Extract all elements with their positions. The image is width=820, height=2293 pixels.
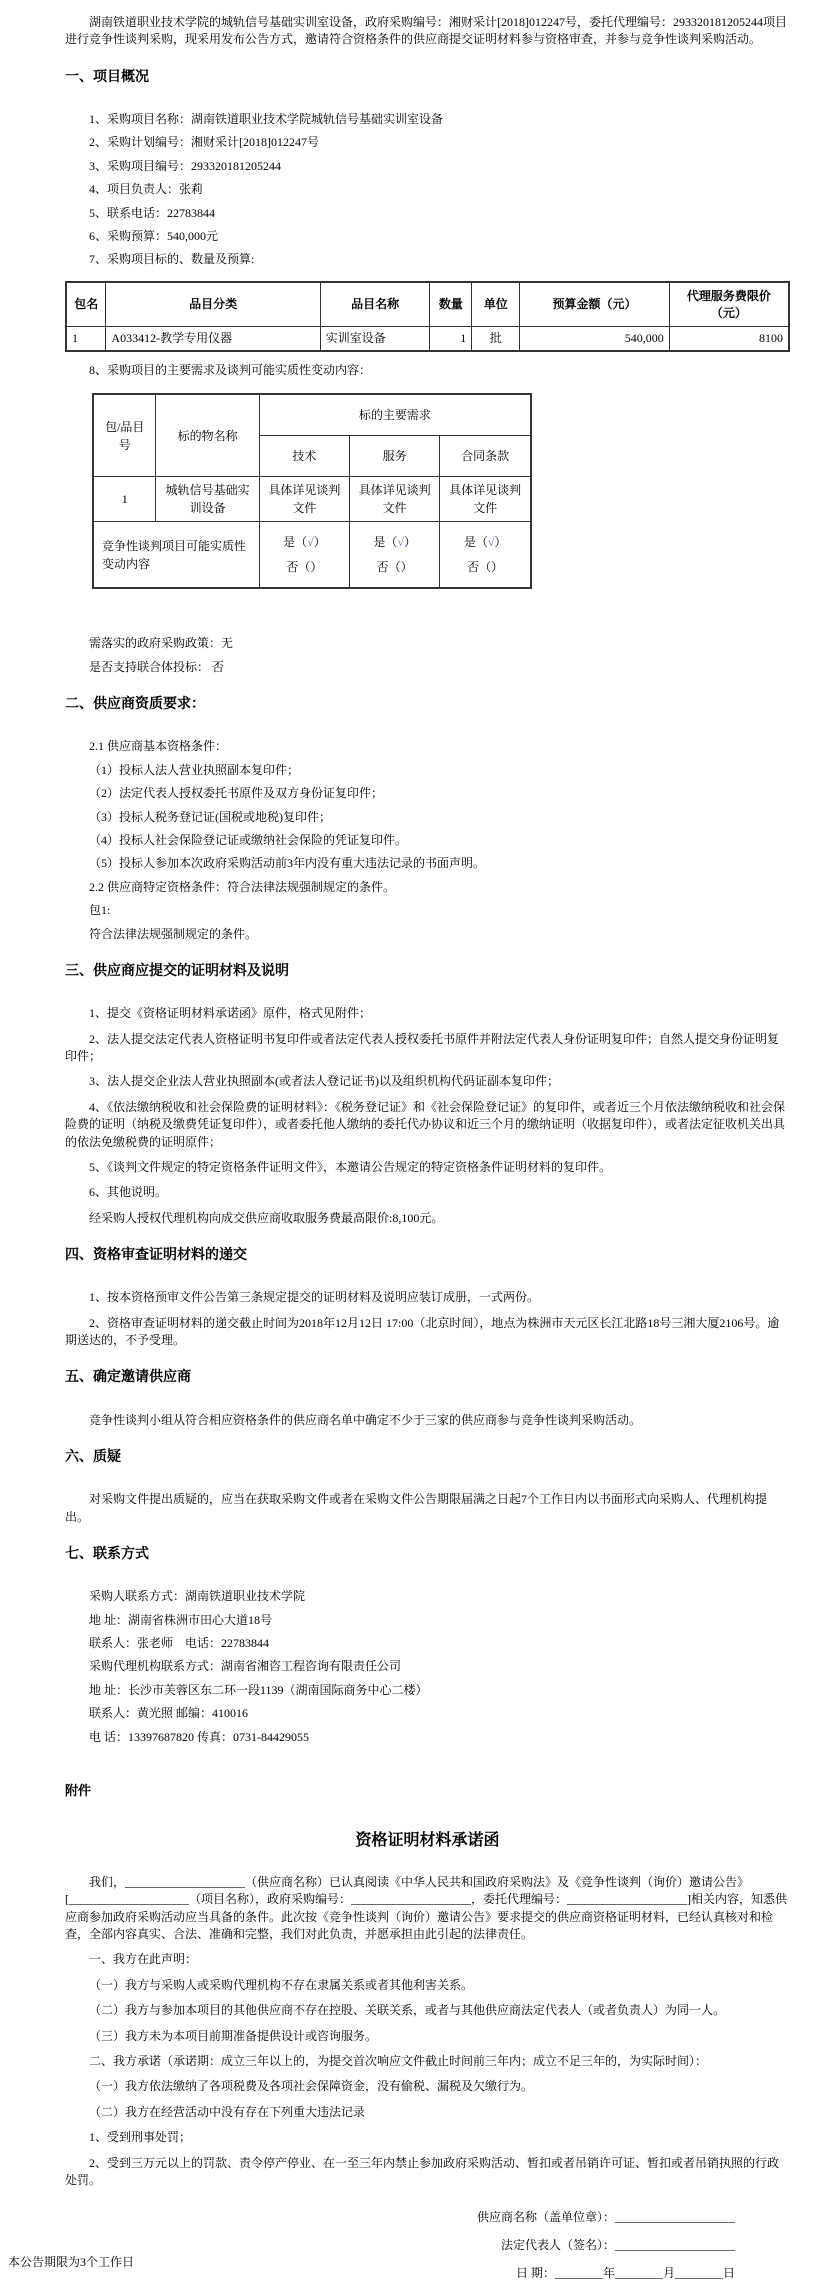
section-2-heading: 二、供应商资质要求： (65, 697, 205, 713)
budget-col-unit: 单位 (472, 282, 520, 327)
yes-option (266, 533, 343, 551)
budget-col-category: 品目分类 (106, 282, 320, 327)
cell-item-name: 实训室设备 (320, 327, 430, 351)
promise-item: （二）我方在经营活动中没有存在下列重大违法记录 (89, 2104, 366, 2119)
no-option: 否（） (286, 560, 323, 575)
demand-cell-service: 具体详见谈判文件 (350, 477, 440, 522)
change-label-cell: 竞争性谈判项目可能实质性变动内容 (93, 522, 259, 589)
demand-col-main: 标的主要需求 (259, 394, 531, 436)
s7-item: 地 址：长沙市芙蓉区东二环一段1139（湖南国际商务中心二楼） (89, 1682, 428, 1697)
s7-item: 联系人：张老师 电话：22783844 (89, 1635, 270, 1650)
project-number: 3、采购项目编号：293320181205244 (89, 158, 282, 173)
demand-change-row (93, 522, 531, 589)
s7-item: 采购人联系方式：湖南铁道职业技术学院 (89, 1589, 306, 1604)
section-4-heading: 四、资格审查证明材料的递交 (65, 1248, 247, 1264)
commitment-intro: 我们，____________________（供应商名称）已认真阅读《中华人民共和国政府采购法》及《竞争性谈判（询价）邀请公告》[____________________（项目名称），政府采购编号：____________________，委托代理编号：____________________]相关内容，知悉供应商参加政府采购活动应当具备的条件。此次按《竞争性谈判（询价）邀请公告》要求提交的供应商资格证明材料，已经认真核对和检查，全部内容真实、合法、准确和完整，我们对此负责，并愿承担由此引起的法律责任。 (65, 1874, 787, 1942)
promise-heading: 二、我方承诺（承诺期：成立三年以上的，为提交首次响应文件截止时间前三年内；成立不足三年的，为实际时间）： (89, 2054, 708, 2069)
check-mark: √ (487, 535, 495, 550)
s5-item: 竞争性谈判小组从符合相应资格条件的供应商名单中确定不少于三家的供应商参与竞争性谈判采购活动。 (89, 1412, 642, 1427)
yes-label-close: ） (313, 535, 326, 550)
yes-label-close: ） (494, 535, 507, 550)
demand-data-row (93, 477, 531, 522)
item-8-label: 8、采购项目的主要需求及谈判可能实质性变动内容： (89, 363, 372, 378)
s2-item: （3）投标人税务登记证(国税或地税)复印件； (89, 809, 331, 824)
yes-option (446, 533, 524, 551)
change-service-cell (350, 522, 440, 589)
change-contract-cell (440, 522, 531, 589)
cell-category: A033412-教学专用仪器 (106, 327, 320, 351)
budget-col-package: 包名 (66, 282, 106, 327)
s4-item: 2、资格审查证明材料的递交截止时间为2018年12月12日 17:00（北京时间），地点为株洲市天元区长江北路18号三湘大厦2106号。逾期送达的，不予受理。 (65, 1315, 780, 1348)
demand-col-package: 包/品目号 (93, 394, 156, 477)
intro-paragraph: 湖南铁道职业技术学院的城轨信号基础实训室设备，政府采购编号：湘财采计[2018]012247号，委托代理编号：293320181205244项目进行竞争性谈判采购，现采用发布公告方式，邀请符合资格条件的供应商提交证明材料参与资格审查，并参与竞争性谈判采购活动。 (65, 15, 787, 47)
spacer (65, 603, 790, 629)
yes-label: 是（ (463, 535, 488, 550)
project-leader: 4、项目负责人：张莉 (89, 182, 204, 197)
section-6-heading: 六、质疑 (65, 1450, 121, 1465)
declare-heading: 一、我方在此声明： (89, 1952, 198, 1967)
plan-number: 2、采购计划编号：湘财采计[2018]012247号 (89, 135, 319, 150)
budget: 6、采购预算：540,000元 (89, 228, 219, 243)
budget-table (65, 281, 790, 352)
promise-item: 1、受到刑事处罚； (89, 2130, 192, 2145)
demand-col-service: 服务 (350, 436, 440, 477)
item-7-label: 7、采购项目标的、数量及预算: (89, 252, 255, 267)
s3-item: 3、法人提交企业法人营业执照副本(或者法人登记证书)以及组织机构代码证副本复印件； (89, 1074, 559, 1089)
budget-col-agency-fee: 代理服务费限价（元） (669, 282, 789, 327)
cell-agency-fee: 8100 (669, 327, 789, 351)
s2-item: 符合法律法规强制规定的条件。 (89, 926, 258, 941)
yes-label: 是（ (373, 535, 398, 550)
s2-item: （5）投标人参加本次政府采购活动前3年内没有重大违法记录的书面声明。 (89, 856, 486, 871)
s3-item: 4、《依法缴纳税收和社会保险费的证明材料》：《税务登记证》和《社会保险登记证》的复印件，或者近三个月依法缴纳税收和社会保险费的证明（纳税及缴费凭证复印件），或者委托他人缴纳的委托代办协议和近三个月的缴纳证明（收据复印件），或者法定征收机关出具的依法免缴税费的证明原件； (65, 1099, 786, 1149)
demand-table (92, 393, 532, 589)
demand-cell-contract: 具体详见谈判文件 (440, 477, 531, 522)
promise-item: 2、受到三万元以上的罚款、责令停产停业、在一至三年内禁止参加政府采购活动、暂扣或者吊销许可证、暂扣或者吊销执照的行政处罚。 (65, 2155, 780, 2187)
s2-item: 2.2 供应商特定资格条件：符合法律法规强制规定的条件。 (89, 879, 396, 894)
check-mark: √ (307, 535, 314, 550)
budget-table-header-row (66, 282, 789, 327)
s2-item: （1）投标人法人营业执照副本复印件； (89, 762, 300, 777)
cell-unit: 批 (472, 327, 520, 351)
change-tech-cell (259, 522, 349, 589)
policy-line: 需落实的政府采购政策：无 (89, 636, 234, 651)
table-row (66, 327, 789, 351)
date-line: 日 期：________年________月________日 (515, 2265, 735, 2280)
s4-item: 1、按本资格预审文件公告第三条规定提交的证明材料及说明应装订成册，一式两份。 (89, 1290, 540, 1305)
s2-item: 包1: (89, 903, 111, 918)
cell-package: 1 (66, 327, 106, 351)
cell-qty: 1 (430, 327, 472, 351)
s3-item: 2、法人提交法定代表人资格证明书复印件或者法定代表人授权委托书原件并附法定代表人身份证明复印件；自然人提交身份证明复印件； (65, 1031, 780, 1063)
declare-item: （一）我方与采购人或采购代理机构不存在隶属关系或者其他利害关系。 (89, 1977, 474, 1992)
check-mark: √ (397, 535, 404, 550)
demand-col-contract: 合同条款 (440, 436, 531, 477)
s2-item: （4）投标人社会保险登记证或缴纳社会保险的凭证复印件。 (89, 833, 408, 848)
section-7-heading: 七、联系方式 (65, 1546, 149, 1562)
section-1-heading: 一、项目概况 (65, 69, 149, 85)
section-5-heading: 五、确定邀请供应商 (65, 1370, 191, 1386)
project-name: 1、采购项目名称：湖南铁道职业技术学院城轨信号基础实训室设备 (89, 111, 444, 126)
budget-col-item-name: 品目名称 (320, 282, 430, 327)
legal-rep-line: 法定代表人（签名）：____________________ (500, 2238, 735, 2253)
budget-col-qty: 数量 (430, 282, 472, 327)
s7-item: 联系人：黄光照 邮编：410016 (89, 1706, 249, 1721)
demand-cell-tech: 具体详见谈判文件 (259, 477, 349, 522)
consortium-line: 是否支持联合体投标： 否 (89, 659, 225, 674)
promise-item: （一）我方依法缴纳了各项税费及各项社会保障资金，没有偷税、漏税及欠缴行为。 (89, 2079, 534, 2094)
declare-item: （二）我方与参加本项目的其他供应商不存在控股、关联关系，或者与其他供应商法定代表人（或者负责人）为同一人。 (89, 2003, 726, 2018)
declare-item: （三）我方未为本项目前期准备提供设计或咨询服务。 (89, 2028, 378, 2043)
demand-header-row-1 (93, 394, 531, 436)
yes-option (356, 533, 433, 551)
yes-label-close: ） (403, 535, 416, 550)
budget-col-amount: 预算金额（元） (520, 282, 670, 327)
s6-item: 对采购文件提出质疑的，应当在获取采购文件或者在采购文件公告期限届满之日起7个工作日内以书面形式向采购人、代理机构提出。 (65, 1492, 768, 1524)
yes-label: 是（ (283, 535, 308, 550)
s3-item: 6、其他说明。 (89, 1185, 168, 1200)
attachment-title: 资格证明材料承诺函 (355, 1831, 500, 1849)
demand-col-tech: 技术 (259, 436, 349, 477)
s3-item: 5、《谈判文件规定的特定资格条件证明文件》，本邀请公告规定的特定资格条件证明材料的复印件。 (89, 1159, 612, 1174)
supplier-name-line: 供应商名称（盖单位章）：____________________ (476, 2210, 735, 2225)
signature-block (65, 2209, 790, 2281)
no-option: 否（） (467, 560, 504, 575)
demand-col-subject: 标的物名称 (156, 394, 259, 477)
demand-cell-package: 1 (93, 477, 156, 522)
contact-phone: 5、联系电话：22783844 (89, 205, 216, 220)
notice-period: 本公告期限为3个工作日 (8, 2254, 135, 2269)
s3-item: 1、提交《资格证明材料承诺函》原件，格式见附件； (89, 1006, 372, 1021)
s7-item: 地 址：湖南省株洲市田心大道18号 (89, 1612, 273, 1627)
s2-item: 2.1 供应商基本资格条件： (89, 739, 228, 754)
s2-item: （2）法定代表人授权委托书原件及双方身份证复印件； (89, 786, 384, 801)
attachment-label: 附件 (65, 1782, 92, 1798)
s7-item: 电 话：13397687820 传真：0731-84429055 (89, 1729, 309, 1744)
section-3-heading: 三、供应商应提交的证明材料及说明 (65, 963, 289, 979)
cell-amount: 540,000 (520, 327, 670, 351)
no-option: 否（） (376, 560, 413, 575)
s3-item: 经采购人授权代理机构向成交供应商收取服务费最高限价:8,100元。 (89, 1210, 444, 1225)
s7-item: 采购代理机构联系方式：湖南省湘咨工程咨询有限责任公司 (89, 1659, 402, 1674)
demand-cell-subject: 城轨信号基础实训设备 (156, 477, 259, 522)
